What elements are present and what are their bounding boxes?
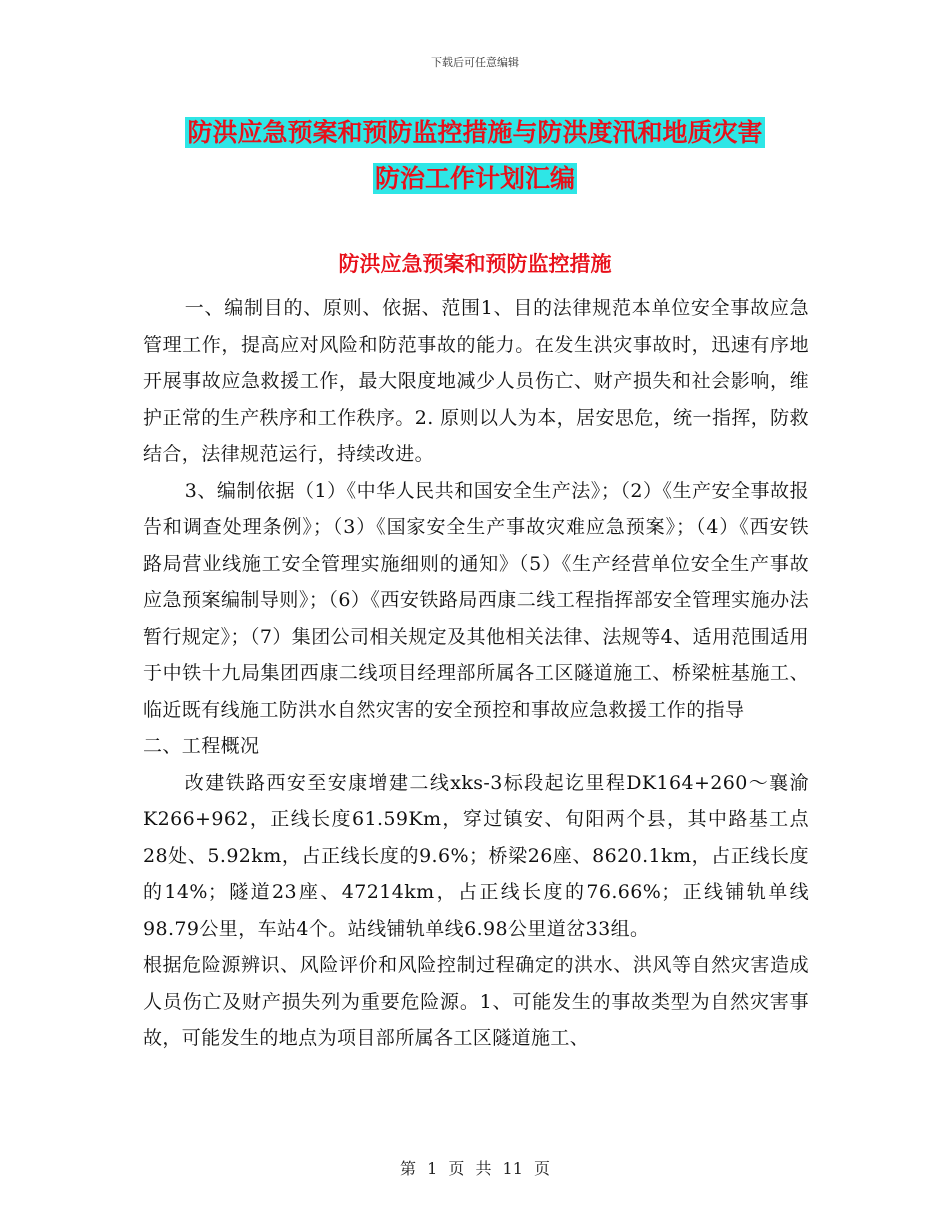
page-footer: 第 1 页 共 11 页 — [400, 1159, 550, 1178]
title-line-1: 防洪应急预案和预防监控措施与防洪度汛和地质灾害 — [187, 118, 763, 147]
paragraph-purpose: 一、编制目的、原则、依据、范围1、目的法律规范本单位安全事故应急管理工作，提高应对风险和防范事故的能力。在发生洪灾事故时，迅速有序地开展事故应急救援工作，最大限度地减少人员伤亡、财产损失和社会影响，维护正常的生产秩序和工作秩序。2. 原则以人为本，居安思危，统一指挥，防救结合，法律规范运行，持续改进。 — [143, 297, 809, 465]
page-header-note: 下载后可任意编辑 — [431, 56, 519, 69]
section-title: 防洪应急预案和预防监控措施 — [338, 252, 612, 276]
document-body — [143, 290, 809, 1057]
paragraph-hazards: 根据危险源辨识、风险评价和风险控制过程确定的洪水、洪风等自然灾害造成人员伤亡及财产损失列为重要危险源。1、可能发生的事故类型为自然灾害事故，可能发生的地点为项目部所属各工区隧道施工、 — [143, 954, 809, 1049]
paragraph-project-overview: 改建铁路西安至安康增建二线xks-3标段起讫里程DK164+260～襄渝K266+962，正线长度61.59Km，穿过镇安、旬阳两个县，其中路基工点28处、5.92km，占正线长度的9.6%；桥梁26座、8620.1km，占正线长度的14%；隧道23座、47214km，占正线长度的76.66%；正线铺轨单线98.79公里，车站4个。站线铺轨单线6.98公里道岔33组。 — [143, 771, 809, 940]
document-title — [0, 110, 950, 202]
paragraph-basis: 3、编制依据（1）《中华人民共和国安全生产法》；（2）《生产安全事故报告和调查处理条例》；（3）《国家安全生产事故灾难应急预案》；（4）《西安铁路局营业线施工安全管理实施细则的通知》（5）《生产经营单位安全生产事故应急预案编制导则》；（6）《西安铁路局西康二线工程指挥部安全管理实施办法暂行规定》；（7）集团公司相关规定及其他相关法律、法规等4、适用范围适用于中铁十九局集团西康二线项目经理部所属各工区隧道施工、桥梁桩基施工、临近既有线施工防洪水自然灾害的安全预控和事故应急救援工作的指导 — [143, 479, 809, 721]
heading-project-overview: 二、工程概况 — [143, 735, 260, 757]
title-line-2: 防治工作计划汇编 — [374, 164, 575, 193]
